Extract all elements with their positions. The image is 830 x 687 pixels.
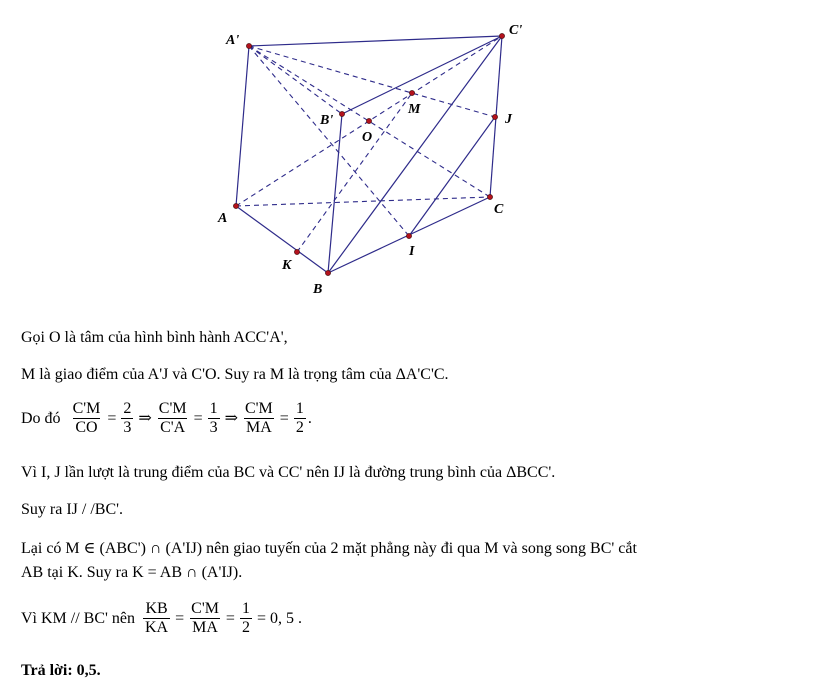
geometry-figure [0,0,830,300]
edge-A-prime-C-prime [249,36,502,46]
text-line-8-ratios [21,600,302,637]
segment-A-prime-J-hidden [249,46,495,117]
text-line-6: Lại có M ∈ (ABC') ∩ (A'IJ) nên giao tuyến của 2 mặt phẳng này đi qua M và song song BC' cắt [21,540,637,557]
fraction: $\frac{1}{3}$ [209,400,218,436]
fraction: $\frac{1}{2}$ [241,600,250,636]
label-B-prime: B' [320,113,334,128]
point-O [366,118,371,123]
equals-sign: = [279,409,289,427]
point-J [492,114,497,119]
answer-text: Trả lời: 0,5. [21,662,101,679]
text-line-2: M là giao điểm của A'J và C'O. Suy ra M là trọng tâm của ΔA'C'C. [21,366,449,383]
equals-sign: = [175,609,185,627]
point-C-prime [499,33,504,38]
fraction: $\frac{C'M}{C'A}$ [158,400,187,436]
ratio-prefix: Vì KM // BC' nên [21,609,135,627]
fraction: $\frac{C'M}{MA}$ [191,600,219,636]
point-B [325,270,330,275]
ratio-prefix: Do đó [21,409,61,427]
text-line-1: Gọi O là tâm của hình bình hành ACC'A', [21,329,288,346]
label-O: O [362,130,373,145]
label-A-prime: A' [226,33,240,48]
fraction: $\frac{2}{3}$ [123,400,132,436]
label-C: C [494,202,504,217]
label-I: I [409,244,415,259]
point-B-prime [339,111,344,116]
label-K: K [282,258,292,273]
label-C-prime: C' [509,23,523,38]
point-I [406,233,411,238]
text-line-5: Suy ra IJ / /BC'. [21,501,123,518]
period: . [307,409,312,427]
implies-sign: ⇒ [224,409,238,427]
edge-A-C-hidden [236,197,490,206]
equals-sign: = [225,609,235,627]
text-line-7: AB tại K. Suy ra K = AB ∩ (A'IJ). [21,564,243,581]
edge-B-C-prime [328,36,502,273]
text-line-3-ratios [21,400,312,437]
edge-A-prime-A [236,46,249,206]
fraction: $\frac{C'M}{CO}$ [72,400,101,436]
text-line-4: Vì I, J lần lượt là trung điểm của BC và CC' nên IJ là đường trung bình của ΔBCC'. [21,464,556,481]
fraction: $\frac{KB}{KA}$ [145,600,169,636]
edge-A-prime-B-prime-hidden [249,46,342,114]
fraction: $\frac{C'M}{MA}$ [245,400,273,436]
point-K [294,249,299,254]
ratio-result: = 0, 5 . [256,609,302,627]
label-B: B [313,282,323,297]
point-M [409,90,414,95]
edge-C-prime-B-prime [342,36,502,114]
equals-sign: = [193,409,203,427]
point-A [233,203,238,208]
segment-K-M-hidden [297,93,412,252]
label-A: A [218,211,228,226]
label-J: J [505,112,512,127]
point-C [487,194,492,199]
segment-I-J [409,117,495,236]
point-A-prime [246,43,251,48]
equals-sign: = [107,409,117,427]
label-M: M [408,102,421,117]
fraction: $\frac{1}{2}$ [295,400,304,436]
implies-sign: ⇒ [138,409,152,427]
